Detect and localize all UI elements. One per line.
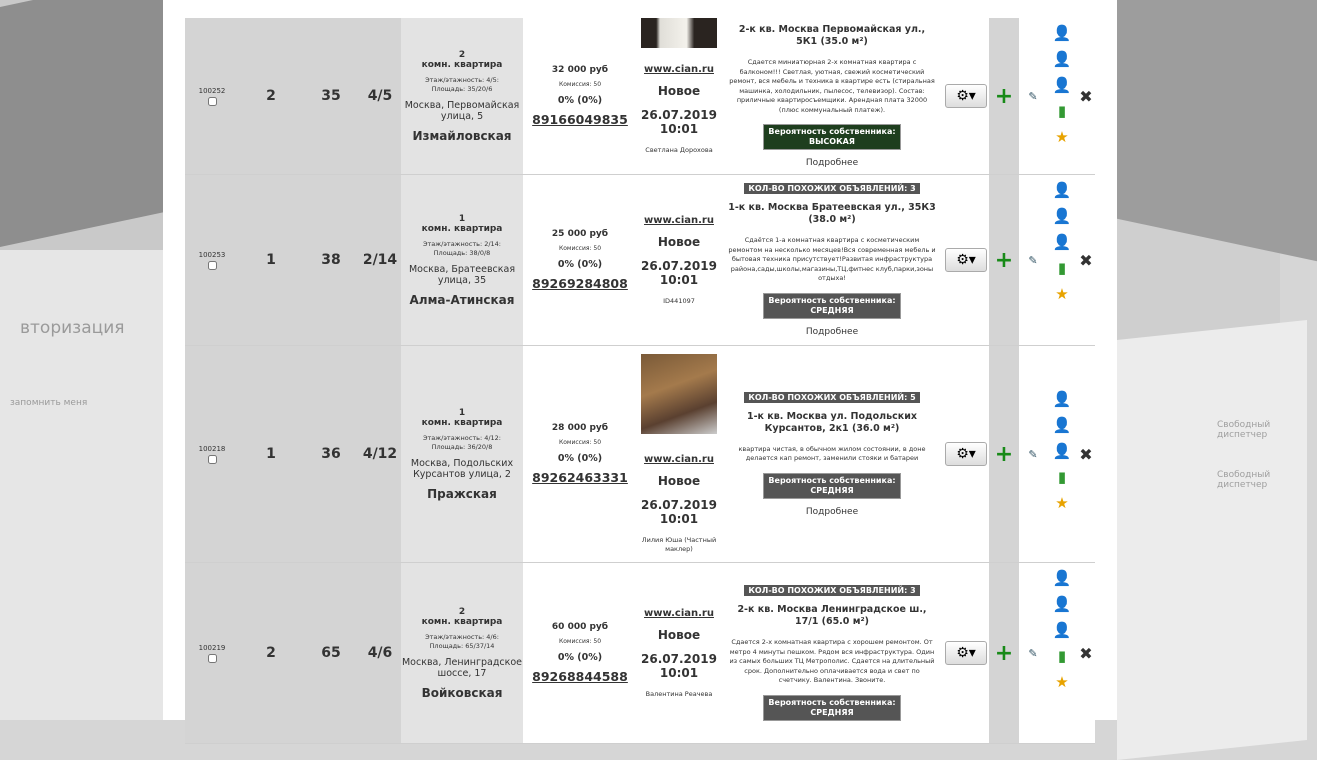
phone-link[interactable]: 89166049835 xyxy=(532,112,628,127)
book-icon[interactable]: ▮ xyxy=(1057,259,1067,277)
select-checkbox[interactable] xyxy=(208,455,217,464)
rooms-cell: 1 xyxy=(239,346,303,562)
price: 60 000 руб xyxy=(551,622,609,632)
user-icon[interactable]: 👤 xyxy=(1052,50,1072,68)
brush-icon[interactable]: ✎ xyxy=(1019,563,1047,743)
commission: Комиссия: 50 xyxy=(558,439,602,446)
rooms-cell: 1 xyxy=(239,175,303,345)
user-add-icon[interactable]: 👤 xyxy=(1052,569,1072,587)
price: 32 000 руб xyxy=(551,65,609,75)
price-cell xyxy=(523,175,637,345)
user-red-icon[interactable]: 👤 xyxy=(1052,233,1072,251)
background-panel xyxy=(0,0,180,251)
floor-cell: 2/14 xyxy=(359,175,401,345)
price-cell xyxy=(523,563,637,743)
floors-info: Этаж/этажность: 4/12: Площадь: 36/20/8 xyxy=(422,433,501,451)
info-cell xyxy=(721,18,943,174)
plus-icon[interactable]: + xyxy=(989,175,1019,345)
source-link[interactable]: www.cian.ru xyxy=(644,607,714,619)
floors-info: Этаж/этажность: 4/6: Площадь: 65/37/14 xyxy=(425,632,499,650)
listing-id: 100253 xyxy=(198,250,226,259)
gear-icon[interactable]: ⚙▾ xyxy=(945,248,987,272)
background-panel xyxy=(1117,320,1307,760)
icons-column xyxy=(1047,563,1077,743)
background-right-blur xyxy=(1117,0,1280,720)
listing-text: квартира чистая, в обычном жилом состоянии, в доне делается кап ремонт, заменили стояки и батареи xyxy=(738,444,926,462)
area-cell: 65 xyxy=(303,563,359,743)
background-left-blur xyxy=(0,0,163,720)
close-icon[interactable]: ✖ xyxy=(1077,18,1095,174)
address: Москва, Ленинградское шоссе, 17 xyxy=(401,656,523,679)
table-row xyxy=(185,563,1095,744)
gear-icon[interactable]: ⚙▾ xyxy=(945,641,987,665)
date: 26.07.2019 10:01 xyxy=(641,108,717,136)
listing-photo[interactable] xyxy=(641,354,717,434)
metro-station: Пражская xyxy=(427,486,497,501)
owner-probability-badge: Вероятность собственника: СРЕДНЯЯ xyxy=(763,473,900,499)
listing-title: 1-к кв. Москва ул. Подольских Курсантов, 2к1 (36.0 м²) xyxy=(746,410,918,434)
table-row xyxy=(185,175,1095,346)
source-link[interactable]: www.cian.ru xyxy=(644,454,714,465)
metro-station: Измайловская xyxy=(412,128,512,143)
description-cell xyxy=(401,346,523,562)
user-red-icon[interactable]: 👤 xyxy=(1052,76,1072,94)
room-count: 2 xyxy=(458,49,466,60)
flat-type: комн. квартира xyxy=(421,417,503,428)
id-cell xyxy=(185,346,239,562)
actions-cell xyxy=(943,563,989,743)
book-icon[interactable]: ▮ xyxy=(1057,468,1067,486)
icons-column xyxy=(1047,18,1077,174)
icons-column xyxy=(1047,346,1077,562)
flat-type: комн. квартира xyxy=(421,616,503,627)
book-icon[interactable]: ▮ xyxy=(1057,647,1067,665)
phone-link[interactable]: 89262463331 xyxy=(532,470,628,485)
select-checkbox[interactable] xyxy=(208,97,217,106)
user-add-icon[interactable]: 👤 xyxy=(1052,24,1072,42)
address: Москва, Братеевская улица, 35 xyxy=(408,263,516,286)
price-cell xyxy=(523,18,637,174)
area-cell: 35 xyxy=(303,18,359,174)
gear-icon[interactable]: ⚙▾ xyxy=(945,442,987,466)
percent: 0% (0%) xyxy=(557,95,603,106)
close-icon[interactable]: ✖ xyxy=(1077,175,1095,345)
floor-cell: 4/5 xyxy=(359,18,401,174)
brush-icon[interactable]: ✎ xyxy=(1019,346,1047,562)
room-count: 1 xyxy=(458,213,466,224)
status: Новое xyxy=(657,627,701,642)
listing-text: Сдается миниатюрная 2-х комнатная квартира с балконом!!! Светлая, уютная, свежий косметический ремонт, вся мебель и техника в квартире есть (стиральная машинка, холодильник, пылесос, телевизор). Состав: приличные квартиросъемщики. Арендная плата 32000 (плюс коммунальный платеж). xyxy=(729,58,935,114)
brush-icon[interactable]: ✎ xyxy=(1019,18,1047,174)
id-cell xyxy=(185,18,239,174)
floor-cell: 4/6 xyxy=(359,563,401,743)
background-text: Свободный диспетчер xyxy=(1217,420,1271,440)
close-icon[interactable]: ✖ xyxy=(1077,346,1095,562)
similar-count-badge[interactable]: КОЛ-ВО ПОХОЖИХ ОБЪЯВЛЕНИЙ: 3 xyxy=(744,183,919,194)
address: Москва, Подольских Курсантов улица, 2 xyxy=(410,457,514,480)
date: 26.07.2019 10:01 xyxy=(641,498,717,526)
price: 25 000 руб xyxy=(551,229,609,239)
metro-station: Войковская xyxy=(421,685,503,700)
commission: Комиссия: 50 xyxy=(558,638,602,645)
flat-type: комн. квартира xyxy=(421,59,503,70)
listing-id: 100219 xyxy=(198,643,226,652)
similar-count-badge[interactable]: КОЛ-ВО ПОХОЖИХ ОБЪЯВЛЕНИЙ: 3 xyxy=(744,585,919,596)
select-checkbox[interactable] xyxy=(208,261,217,270)
owner-probability-badge: Вероятность собственника: СРЕДНЯЯ xyxy=(763,695,900,721)
similar-count-badge[interactable]: КОЛ-ВО ПОХОЖИХ ОБЪЯВЛЕНИЙ: 5 xyxy=(744,392,919,403)
area-cell: 38 xyxy=(303,175,359,345)
commission: Комиссия: 50 xyxy=(558,245,602,252)
star-icon[interactable]: ★ xyxy=(1055,673,1069,691)
room-count: 2 xyxy=(458,606,466,617)
gear-icon[interactable]: ⚙▾ xyxy=(945,84,987,108)
date: 26.07.2019 10:01 xyxy=(641,651,717,680)
select-checkbox[interactable] xyxy=(208,654,217,663)
plus-icon[interactable]: + xyxy=(989,18,1019,174)
listings-table xyxy=(185,18,1095,717)
rooms-cell: 2 xyxy=(239,563,303,743)
star-icon[interactable]: ★ xyxy=(1055,128,1069,146)
percent: 0% (0%) xyxy=(557,259,603,270)
table-row xyxy=(185,18,1095,175)
flat-type: комн. квартира xyxy=(421,223,503,234)
brush-icon[interactable]: ✎ xyxy=(1019,175,1047,345)
info-cell xyxy=(721,346,943,562)
plus-icon[interactable]: + xyxy=(989,563,1019,743)
description-cell xyxy=(401,175,523,345)
actions-cell xyxy=(943,346,989,562)
floor-cell: 4/12 xyxy=(359,346,401,562)
close-icon[interactable]: ✖ xyxy=(1077,563,1095,743)
owner-probability-badge: Вероятность собственника: СРЕДНЯЯ xyxy=(763,293,900,319)
description-cell xyxy=(401,563,523,743)
background-panel xyxy=(1117,0,1317,261)
agent: ID441097 xyxy=(663,296,695,305)
plus-icon[interactable]: + xyxy=(989,346,1019,562)
listing-id: 100218 xyxy=(198,444,226,453)
agent: Светлана Дорохова xyxy=(645,146,713,154)
background-text: Свободный диспетчер xyxy=(1217,470,1271,490)
star-icon[interactable]: ★ xyxy=(1055,285,1069,303)
background-text: вторизация xyxy=(20,318,125,338)
table-row xyxy=(185,346,1095,563)
source-cell xyxy=(637,346,721,562)
metro-station: Алма-Атинская xyxy=(409,292,515,307)
icons-column xyxy=(1047,175,1077,345)
user-icon[interactable]: 👤 xyxy=(1052,416,1072,434)
listing-text: Сдается 2-х комнатная квартира с хорошем ремонтом. От метро 4 минуты пешком. Рядом вся инфраструктура. Один из самых больших ТЦ Метрополис. Сдается на длительный срок. Дополнительно оплачивается вода и свет по счетчику. Валентина. Звоните. xyxy=(729,638,935,685)
source-link[interactable]: www.cian.ru xyxy=(644,214,714,226)
source-cell xyxy=(637,175,721,345)
book-icon[interactable]: ▮ xyxy=(1057,102,1067,120)
rooms-cell: 2 xyxy=(239,18,303,174)
price: 28 000 руб xyxy=(551,423,609,433)
phone-link[interactable]: 89269284808 xyxy=(532,276,628,291)
listing-text: Сдаётся 1-а комнатная квартира с косметическим ремонтом на несколько месяцев!Вся современная мебель и бытовая техника присутствует!Развитая инфраструктура района,сады,школы,магазины,ТЦ,фитнес клуб,парки,зоны отдыха! xyxy=(728,236,936,283)
commission: Комиссия: 50 xyxy=(558,81,602,88)
status: Новое xyxy=(657,84,701,98)
percent: 0% (0%) xyxy=(557,652,603,663)
id-cell xyxy=(185,563,239,743)
address: Москва, Первомайская улица, 5 xyxy=(404,99,520,122)
user-red-icon[interactable]: 👤 xyxy=(1052,442,1072,460)
user-icon[interactable]: 👤 xyxy=(1052,595,1072,613)
user-add-icon[interactable]: 👤 xyxy=(1052,181,1072,199)
id-cell xyxy=(185,175,239,345)
user-icon[interactable]: 👤 xyxy=(1052,207,1072,225)
more-link[interactable]: Подробнее xyxy=(805,506,859,517)
room-count: 1 xyxy=(458,407,466,418)
agent: Лилия Юша (Частный маклер) xyxy=(641,536,717,553)
info-cell xyxy=(721,563,943,743)
actions-cell xyxy=(943,175,989,345)
owner-probability-badge: Вероятность собственника: ВЫСОКАЯ xyxy=(763,124,900,150)
source-cell xyxy=(637,563,721,743)
star-icon[interactable]: ★ xyxy=(1055,494,1069,512)
info-cell xyxy=(721,175,943,345)
area-cell: 36 xyxy=(303,346,359,562)
user-add-icon[interactable]: 👤 xyxy=(1052,390,1072,408)
agent: Валентина Реачева xyxy=(645,689,713,698)
source-link[interactable]: www.cian.ru xyxy=(644,64,714,75)
phone-link[interactable]: 89268844588 xyxy=(532,669,628,684)
source-cell xyxy=(637,18,721,174)
more-link[interactable]: Подробнее xyxy=(805,158,859,168)
floors-info: Этаж/этажность: 4/5: Площадь: 35/20/6 xyxy=(425,75,499,93)
floors-info: Этаж/этажность: 2/14: Площадь: 38/0/8 xyxy=(422,239,501,257)
status: Новое xyxy=(657,234,701,249)
listing-title: 2-к кв. Москва Ленинградское ш., 17/1 (65.0 м²) xyxy=(737,604,927,628)
price-cell xyxy=(523,346,637,562)
actions-cell xyxy=(943,18,989,174)
listing-title: 1-к кв. Москва Братеевская ул., 35К3 (38.0 м²) xyxy=(728,202,936,226)
listing-title: 2-к кв. Москва Первомайская ул., 5К1 (35.0 м²) xyxy=(738,24,926,47)
user-red-icon[interactable]: 👤 xyxy=(1052,621,1072,639)
description-cell xyxy=(401,18,523,174)
listing-photo[interactable] xyxy=(641,18,717,48)
more-link[interactable]: Подробнее xyxy=(805,326,859,337)
background-text: запомнить меня xyxy=(10,398,88,408)
status: Новое xyxy=(657,474,701,488)
listing-id: 100252 xyxy=(198,86,226,95)
percent: 0% (0%) xyxy=(557,453,603,464)
date: 26.07.2019 10:01 xyxy=(641,258,717,287)
